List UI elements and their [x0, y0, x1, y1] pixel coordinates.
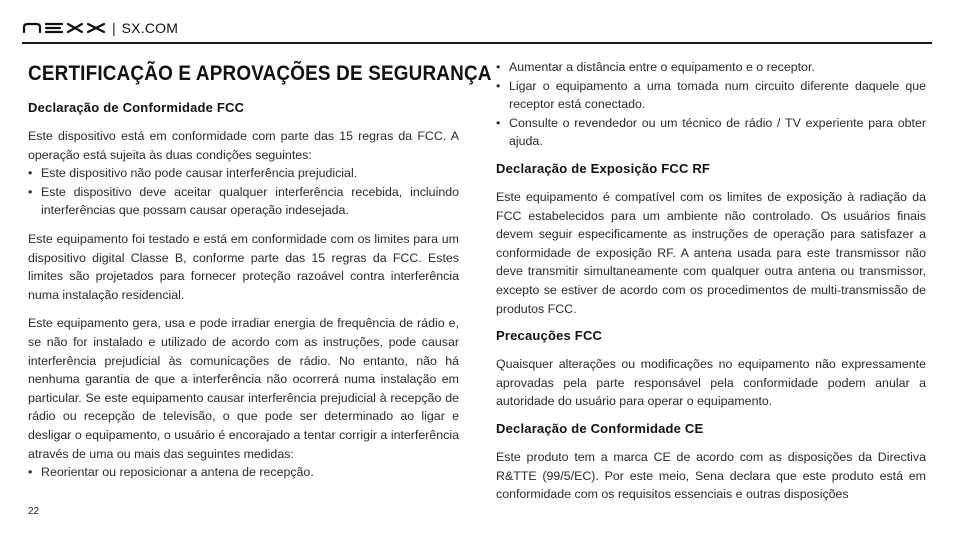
paragraph-interference: Este equipamento gera, usa e pode irradiar energia de frequência de rádio e, se não for instalado e utilizado de acordo com as instruções, pode causar interferência prejudicial às comunicações de rádio. No entanto, não há nenhuma garantia de que a interferência não ocorrerá numa instalação em particular. Se este equipamento causar interferência prejudicial à recepção de rádio ou recepção de televisão, o que pode ser determinado ao ligar e desligar o equipamento, o usuário é encorajado a tentar corrigir a interferência através de uma ou mais das seguintes medidas:	[28, 316, 459, 461]
right-column	[496, 58, 926, 514]
list-item: • Reorientar ou reposicionar a antena de recepção.	[28, 463, 459, 482]
measures-list-left	[28, 463, 459, 482]
list-item: • Este dispositivo não pode causar interferência prejudicial.	[28, 164, 459, 183]
paragraph-rf-exposure: Este equipamento é compatível com os limites de exposição à radiação da FCC estabelecidos para um ambiente não controlado. Os usuários finais devem seguir especificamente as instruções de operação para satisfazer a conformidade de exposição RF. A antena usada para este transmissor não deve transmitir simultaneamente com qualquer outra antena ou transmissor, excepto se estiver de acordo com os procedimentos de multi-transmissão de produtos FCC.	[496, 189, 926, 316]
site-url[interactable]: SX.COM	[121, 20, 179, 36]
heading-fcc-precautions: Precauções FCC	[496, 328, 603, 344]
measures-list-right	[496, 58, 926, 151]
header-separator: |	[112, 20, 116, 36]
paragraph-ce: Este produto tem a marca CE de acordo com as disposições da Directiva R&TTE (99/5/EC). Por este meio, Sena declara que este produto está em conformidade com os requisitos essenciais e outras disposições	[496, 449, 926, 502]
heading-ce-conformity: Declaração de Conformidade CE	[496, 420, 704, 436]
paragraph-class-b: Este equipamento foi testado e está em conformidade com os limites para um dispositivo digital Classe B, conforme parte das 15 regras da FCC. Estes limites são projetados para fornecer proteção razoável contra interferência numa instalação residencial.	[28, 231, 459, 302]
nexx-logo-icon	[22, 22, 106, 34]
header-rule	[22, 42, 932, 44]
paragraph-fcc-intro: Este dispositivo está em conformidade com parte das 15 regras da FCC. A operação está sujeita às duas condições seguintes:	[28, 129, 459, 162]
heading-fcc-conformity: Declaração de Conformidade FCC	[28, 100, 245, 115]
page-title: CERTIFICAÇÃO E APROVAÇÕES DE SEGURANÇA	[28, 62, 492, 85]
page-header	[22, 18, 178, 38]
left-column	[28, 58, 492, 492]
list-item: • Ligar o equipamento a uma tomada num circuito diferente daquele que receptor está conectado.	[496, 77, 926, 114]
conditions-list	[28, 164, 459, 220]
page-number: 22	[28, 506, 40, 517]
heading-rf-exposure: Declaração de Exposição FCC RF	[496, 160, 711, 176]
paragraph-precautions: Quaisquer alterações ou modificações no equipamento não expressamente aprovadas pela parte responsável pela conformidade podem anular a autoridade do usuário para operar o equipamento.	[496, 357, 926, 409]
list-item: • Consulte o revendedor ou um técnico de rádio / TV experiente para obter ajuda.	[496, 114, 926, 151]
list-item: • Aumentar a distância entre o equipamento e o receptor.	[496, 58, 926, 77]
list-item: • Este dispositivo deve aceitar qualquer interferência recebida, incluindo interferências que possam causar operação indesejada.	[28, 183, 459, 220]
